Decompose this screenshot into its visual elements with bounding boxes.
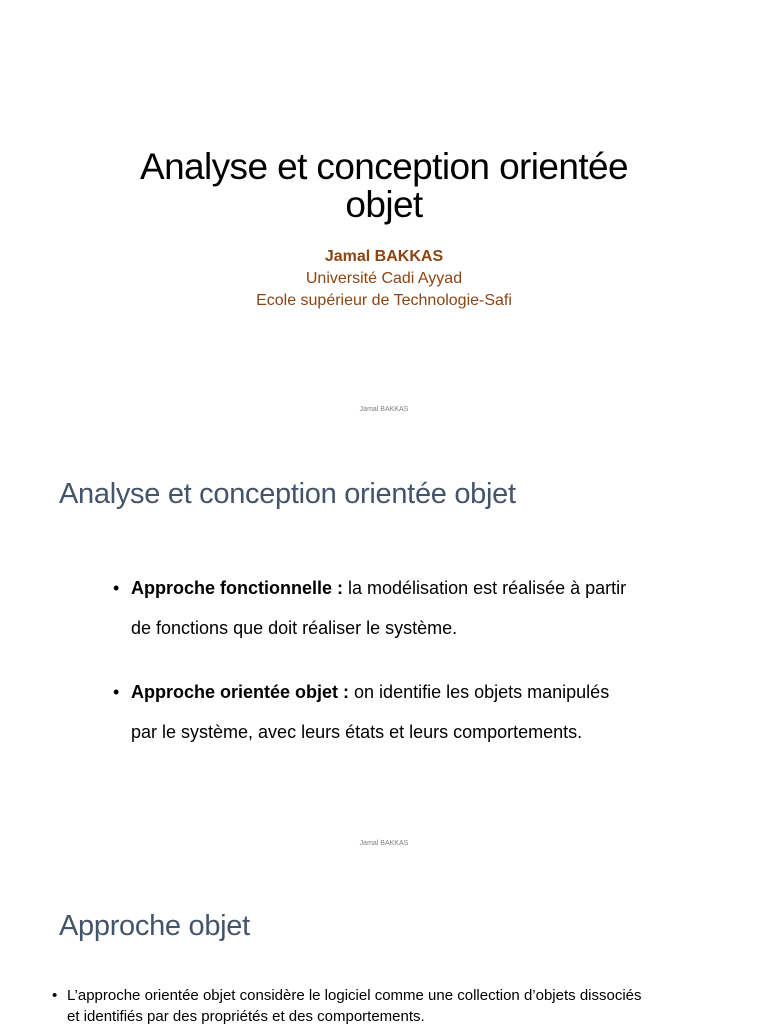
university-name: Université Cadi Ayyad bbox=[305, 270, 463, 287]
content-slide bbox=[0, 430, 768, 860]
bullet-item bbox=[113, 568, 713, 648]
bullet-term: Approche orientée objet : bbox=[131, 682, 350, 702]
bullet-list bbox=[113, 568, 713, 776]
title-line-2: objet bbox=[345, 184, 423, 225]
bullet-item bbox=[48, 985, 768, 1027]
bullet-text: la modélisation est réalisée à partir bbox=[343, 578, 627, 598]
bullet-icon: • bbox=[113, 578, 120, 598]
slide-subtitle bbox=[0, 246, 768, 312]
content-slide bbox=[0, 860, 768, 1024]
bullet-text: on identifie les objets manipulés bbox=[349, 682, 610, 702]
slide-heading: Approche objet bbox=[59, 910, 250, 942]
title-slide bbox=[0, 0, 768, 430]
author-name: Jamal BAKKAS bbox=[324, 248, 444, 265]
slide-footer: Jamal BAKKAS bbox=[359, 840, 409, 847]
bullet-icon: • bbox=[113, 682, 120, 702]
slide-footer: Jamal BAKKAS bbox=[359, 406, 409, 413]
bullet-text: L’approche orientée objet considère le logiciel comme une collection d’objets dissociés bbox=[67, 987, 642, 1004]
title-line-1: Analyse et conception orientée bbox=[139, 146, 628, 187]
bullet-item bbox=[113, 672, 713, 752]
slide-title bbox=[0, 148, 768, 224]
bullet-text-continued: par le système, avec leurs états et leurs comportements. bbox=[131, 722, 583, 742]
bullet-text-continued: et identifiés par des propriétés et des comportements. bbox=[67, 1008, 425, 1025]
school-name: Ecole supérieur de Technologie-Safi bbox=[256, 292, 512, 309]
bullet-term: Approche fonctionnelle : bbox=[131, 578, 344, 598]
slide-heading: Analyse et conception orientée objet bbox=[59, 478, 516, 510]
bullet-text-continued: de fonctions que doit réaliser le système. bbox=[131, 618, 458, 638]
bullet-icon: • bbox=[52, 987, 58, 1004]
